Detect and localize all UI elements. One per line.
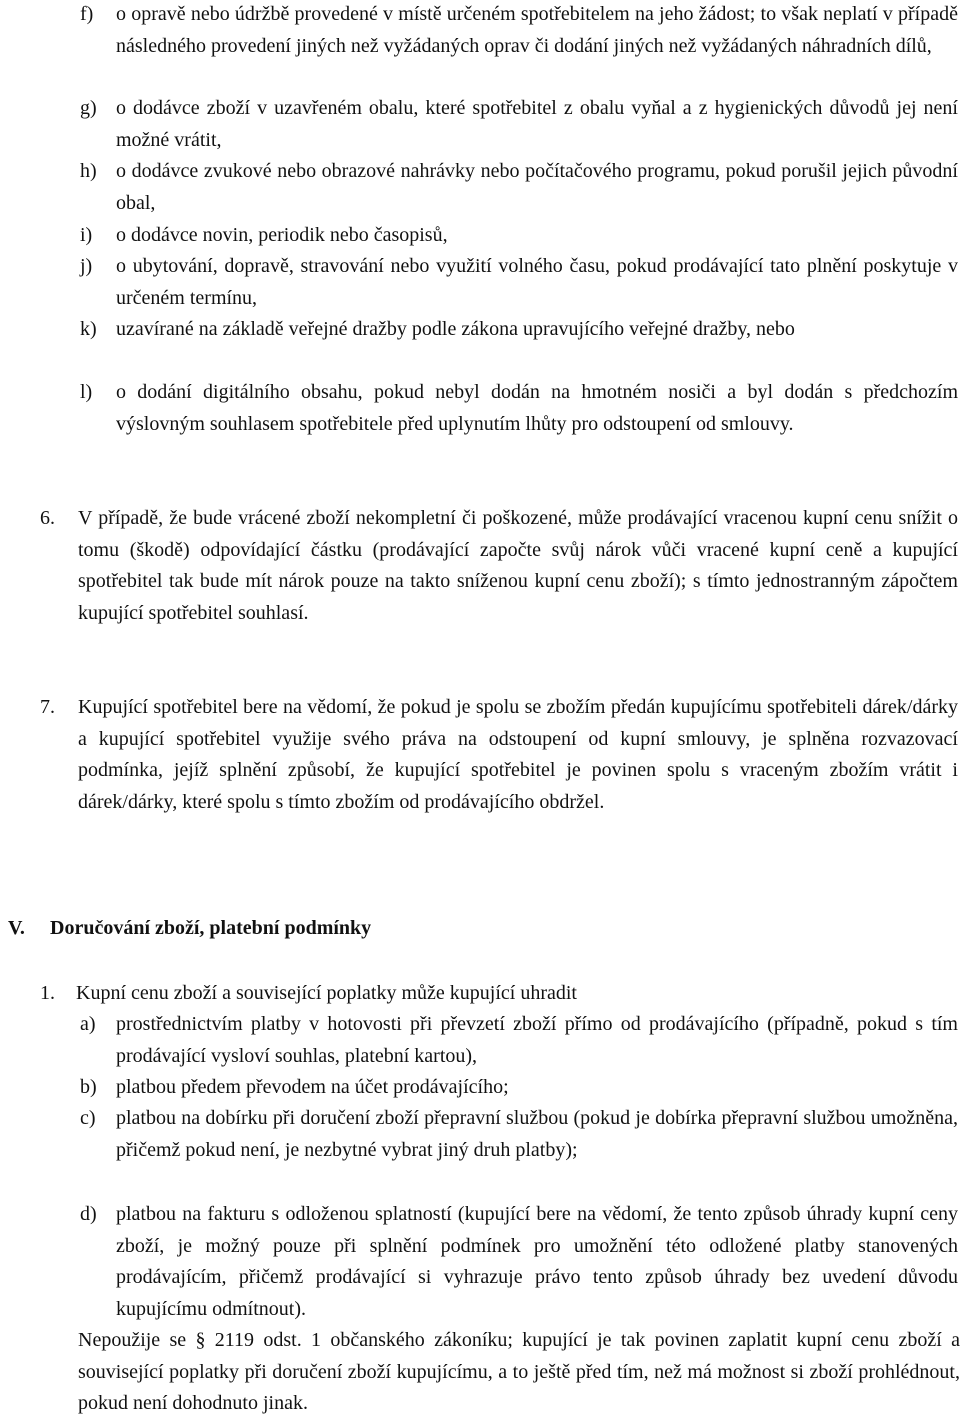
payment-item-text: platbou na dobírku při doručení zboží přepravní službou (pokud je dobírka přepravní službou umožněna, přičemž pokud není, je nezbytné vybrat jiný druh platby);: [116, 1107, 958, 1161]
point-1: [40, 978, 960, 1010]
payment-item-d: [80, 1199, 960, 1325]
payment-item-c: [80, 1103, 960, 1166]
list-item-k: [80, 314, 960, 346]
list-item-text: o dodání digitálního obsahu, pokud nebyl dodán na hmotném nosiči a byl dodán s předchozím výslovným souhlasem spotřebitele před uplynutím lhůty pro odstoupení od smlouvy.: [116, 381, 958, 435]
list-item-h: [80, 156, 960, 219]
section-number: V.: [8, 917, 25, 939]
payment-item-label: c): [80, 1107, 96, 1129]
list-item-text: uzavírané na základě veřejné dražby podle zákona upravujícího veřejné dražby, nebo: [116, 318, 795, 340]
payment-item-text: platbou předem převodem na účet prodávajícího;: [116, 1076, 509, 1098]
list-item-i: [80, 220, 960, 252]
payment-item-b: [80, 1072, 960, 1104]
closing-paragraph: [78, 1325, 960, 1420]
list-item-text: o opravě nebo údržbě provedené v místě určeném spotřebitelem na jeho žádost; to však neplatí v případě následného provedení jiných než vyžádaných oprav či dodání jiných než vyžádaných náhradních dílů,: [116, 3, 958, 57]
closing-text: Nepoužije se § 2119 odst. 1 občanského zákoníku; kupující je tak povinen zaplatit kupní cenu zboží a související poplatky při doručení zboží kupujícímu, a to ještě před tím, než má možnost si zboží prohlédnout, pokud není dohodnuto jinak.: [78, 1329, 960, 1414]
payment-item-text: platbou na fakturu s odloženou splatností (kupující bere na vědomí, že tento způsob úhrady kupní ceny zboží, je možný pouze při splnění podmínek pro umožnění této odložené platby stanovených prodávajícím, přičemž prodávající si vyhrazuje právo tento způsob úhrady bez uvedení důvodu kupujícímu odmítnout).: [116, 1203, 958, 1320]
paragraph-text: Kupující spotřebitel bere na vědomí, že pokud je spolu se zbožím předán kupujícímu spotřebiteli dárek/dárky a kupující spotřebitel využije svého práva na odstoupení od kupní smlouvy, je splněna rozvazovací podmínka, jejíž splnění způsobí, že kupující spotřebitel je povinen spolu s vraceným zbožím vrátit i dárek/dárky, které spolu s tímto zbožím od prodávajícího obdržel.: [78, 696, 958, 813]
list-item-l: [80, 377, 960, 440]
paragraph-6: [40, 503, 960, 629]
list-item-label: f): [80, 3, 94, 25]
list-item-label: k): [80, 318, 97, 340]
list-item-text: o ubytování, dopravě, stravování nebo využití volného času, pokud prodávající tato plnění poskytuje v určeném termínu,: [116, 255, 958, 309]
list-item-j: [80, 251, 960, 314]
list-item-label: i): [80, 224, 93, 246]
list-item-g: [80, 93, 960, 156]
list-item-label: h): [80, 160, 97, 182]
list-item-label: j): [80, 255, 93, 277]
payment-item-text: prostřednictvím platby v hotovosti při převzetí zboží přímo od prodávajícího (případně, pokud s tím prodávající vysloví souhlas, platební kartou),: [116, 1013, 958, 1067]
section-heading: [8, 913, 371, 945]
list-item-text: o dodávce novin, periodik nebo časopisů,: [116, 224, 448, 246]
point-number: 1.: [40, 982, 55, 1004]
paragraph-number: 6.: [40, 507, 55, 529]
list-item-label: g): [80, 97, 97, 119]
payment-item-label: a): [80, 1013, 96, 1035]
section-title: Doručování zboží, platební podmínky: [50, 917, 372, 939]
paragraph-7: [40, 692, 960, 818]
paragraph-text: V případě, že bude vrácené zboží nekompletní či poškozené, může prodávající vracenou kupní cenu snížit o tomu (škodě) odpovídající částku (prodávající započte svůj nárok vůči vracené kupní ceně a kupující spotřebitel tak bude mít nárok pouze na takto sníženou kupní cenu zboží); s tímto jednostranným zápočtem kupující spotřebitel souhlasí.: [78, 507, 958, 624]
paragraph-number: 7.: [40, 696, 55, 718]
list-item-text: o dodávce zvukové nebo obrazové nahrávky nebo počítačového programu, pokud porušil jejich původní obal,: [116, 160, 958, 214]
list-item-f: [80, 0, 960, 62]
list-item-label: l): [80, 381, 93, 403]
payment-item-a: [80, 1009, 960, 1072]
point-text: Kupní cenu zboží a související poplatky může kupující uhradit: [76, 982, 577, 1004]
payment-item-label: d): [80, 1203, 97, 1225]
payment-item-label: b): [80, 1076, 97, 1098]
list-item-text: o dodávce zboží v uzavřeném obalu, které spotřebitel z obalu vyňal a z hygienických důvodů jej není možné vrátit,: [116, 97, 958, 151]
